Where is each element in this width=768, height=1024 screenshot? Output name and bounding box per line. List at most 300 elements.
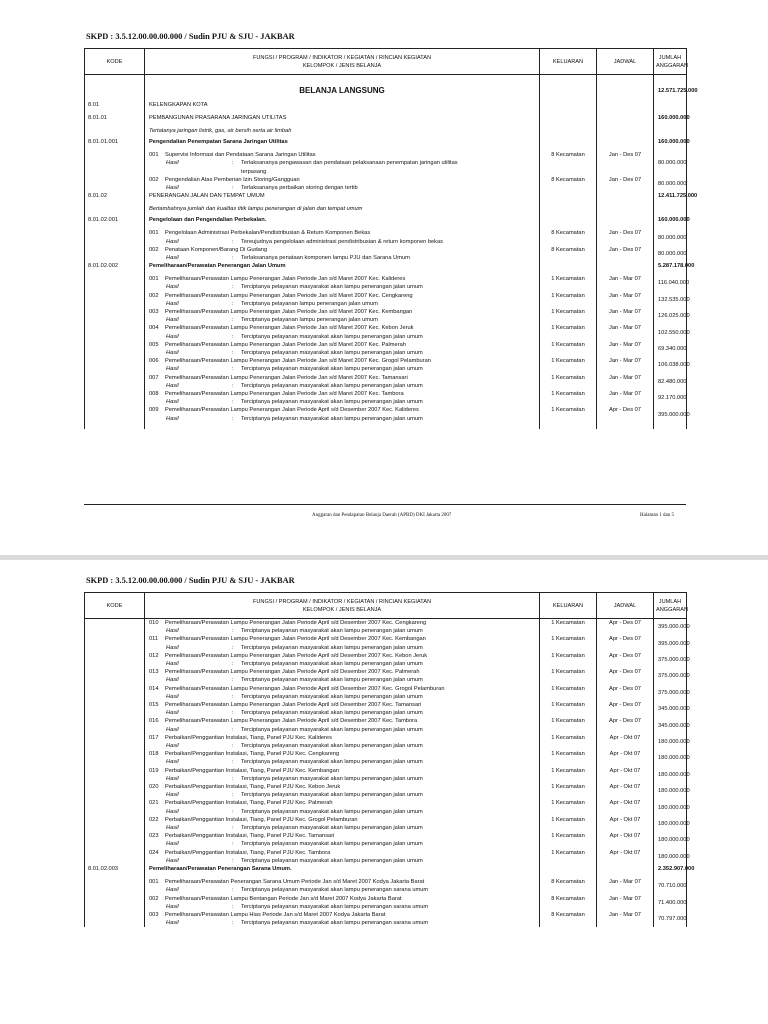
hasil-line [149,726,535,734]
hasil-line [149,676,535,684]
kode-cell [85,816,145,832]
item-number: 002 [149,895,159,902]
hasil-colon: : [232,857,234,864]
rincian-cell [145,849,540,865]
hasil-colon: : [232,726,234,733]
jadwal-cell: Jan - Mar 07 [597,275,654,291]
jadwal-cell: Apr - Des 07 [597,635,654,651]
rincian-cell [145,734,540,750]
kode-cell [85,799,145,815]
keluaran-cell: 8 Kecamatan [540,895,597,911]
item-number: 002 [149,292,159,299]
kode-cell [85,750,145,766]
amount-cell: 132.535.000 [654,292,687,308]
item-description: Perbaikan/Penggantian Instalasi, Tiang, Panel PJU Kec. Kebon Jeruk [165,784,341,791]
amount-cell: 345.000.000 [654,717,687,733]
amount-cell [654,101,687,114]
hasil-colon: : [232,677,234,684]
item-number: 007 [149,374,159,381]
table-row [85,390,687,406]
item-description: Pemeliharaan/Perawatan Lampu Penerangan Jalan Periode April s/d Desember 2007 Kec. Cengkareng [165,620,427,626]
hasil-label: Hasil [166,661,179,668]
hasil-line [149,644,535,652]
hasil-value: Terciptanya pelayanan masyarakat akan lampu penerangan jalan umum [241,350,423,357]
keluaran-cell: 1 Kecamatan [540,816,597,832]
rincian-cell [145,246,540,262]
hasil-colon: : [232,710,234,717]
item-description: Pemeliharaan/Perawatan Lampu Penerangan Jalan Periode April s/d Desember 2007 Kec. Kalideres [165,407,419,414]
keluaran-cell: 8 Kecamatan [540,878,597,894]
item-description: Pemeliharaan/Perawatan Lampu Penerangan Jalan Periode April s/d Desember 2007 Kec. Kebon Jeruk [165,652,428,659]
hasil-value: Terciptanya pelayanan masyarakat akan lampu penerangan jalan umum [241,825,423,832]
jadwal-cell: Apr - Okt 07 [597,849,654,865]
hasil-value: Tereujudnya pengelolaan administrasi pendistribusian & return komponen bekas [241,238,444,245]
budget-table-page-2 [84,592,695,927]
amount-cell: 71.400.000 [654,895,687,911]
keluaran-cell: 1 Kecamatan [540,783,597,799]
hasil-line [149,840,535,848]
item-description: Pemeliharaan/Perawatan Lampu Penerangan Jalan Periode April s/d Desember 2007 Kec. Palmerah [165,669,420,676]
hasil-value: Terciptanya pelayanan masyarakat akan lampu penerangan jalan umum [241,415,423,422]
item-number: 020 [149,784,159,791]
section-row [85,192,687,205]
hasil-line [149,316,535,324]
kode-cell [85,652,145,668]
jadwal-cell: Jan - Mar 07 [597,390,654,406]
hasil-line [149,791,535,799]
col-header-keluaran: KELUARAN [540,593,597,619]
col-header-jumlah [654,49,687,75]
amount-cell: 375.000.000 [654,668,687,684]
jadwal-cell: Apr - Okt 07 [597,816,654,832]
table-row [85,895,687,911]
hasil-colon: : [232,366,234,373]
hasil-label: Hasil [166,775,179,782]
jadwal-cell: Jan - Mar 07 [597,895,654,911]
hasil-value: Terlaksananya perbaikan storing dengan tertib [241,185,358,192]
keluaran-cell: 1 Kecamatan [540,635,597,651]
item-number: 004 [149,325,159,332]
item-description: Pemeliharaan/Perawatan Penerangan Sarana Umum Periode Jan s/d Maret 2007 Kodya Jakarta Barat [165,879,425,886]
hasil-value: Terciptanya pelayanan masyarakat akan lampu penerangan jalan umum [241,775,423,782]
hasil-colon: : [232,693,234,700]
jadwal-cell: Apr - Okt 07 [597,767,654,783]
title-row [85,81,687,101]
table-row [85,246,687,262]
item-description: Perbaikan/Penggantian Instalasi, Tiang, Panel PJU Kec. Palmerah [165,800,333,807]
hasil-value: Terciptanya pelayanan masyarakat akan lampu penerangan jalan umum [241,677,423,684]
keluaran-cell: 8 Kecamatan [540,911,597,927]
amount-cell: 180.000.000 [654,734,687,750]
skpd-header: SKPD : 3.5.12.00.00.00.000 / Sudin PJU & SJU - JAKBAR [86,32,295,41]
title-amount: 12.571.725.000 [654,81,687,101]
hasil-value: Terciptanya pelayanan masyarakat akan lampu penerangan jalan umum [241,661,423,668]
keluaran-cell: 1 Kecamatan [540,292,597,308]
item-number: 002 [149,246,159,253]
item-number: 023 [149,833,159,840]
hasil-label: Hasil [166,399,179,406]
indicator-text: Tertatanya jaringan listrik, gas, air bersih serta air limbah [145,127,540,138]
table-row [85,652,687,668]
keluaran-cell: 1 Kecamatan [540,275,597,291]
kode-cell [85,176,145,192]
hasil-colon: : [232,238,234,245]
hasil-label: Hasil [166,366,179,373]
hasil-label: Hasil [166,693,179,700]
hasil-line [149,238,535,246]
rincian-cell [145,668,540,684]
hasil-label: Hasil [166,255,179,262]
item-number: 014 [149,685,159,692]
hasil-line [149,159,535,167]
jadwal-cell: Apr - Des 07 [597,619,654,636]
skpd-header: SKPD : 3.5.12.00.00.00.000 / Sudin PJU & SJU - JAKBAR [86,576,295,585]
kode-cell [85,635,145,651]
item-description: Perbaikan/Penggantian Instalasi, Tiang, Panel PJU Kec. Cengkareng [165,751,340,758]
rincian-cell [145,750,540,766]
col-header-keluaran: KELUARAN [540,49,597,75]
jadwal-cell: Jan - Mar 07 [597,878,654,894]
hasil-value: Terciptanya pelayanan masyarakat akan lampu penerangan jalan umum [241,628,423,635]
indicator-row [85,205,687,216]
rincian-cell [145,895,540,911]
amount-cell: 80.000.000 [654,151,687,176]
amount-cell: 2.352.907.000 [654,865,687,878]
hasil-line [149,886,535,894]
jadwal-cell: Jan - Mar 07 [597,292,654,308]
section-title: Pengendalian Penempatan Sarana Jaringan Utilitas [145,138,540,151]
item-number: 024 [149,849,159,856]
amount-cell: 102.550.000 [654,324,687,340]
amount-cell: 375.000.000 [654,652,687,668]
kode-cell [85,357,145,373]
kode-cell [85,229,145,245]
kode-cell [85,911,145,927]
keluaran-cell: 1 Kecamatan [540,619,597,636]
indicator-row [85,127,687,138]
jadwal-cell: Apr - Okt 07 [597,832,654,848]
hasil-colon: : [232,775,234,782]
hasil-value: Terciptanya pelayanan masyarakat akan lampu penerangan sarana umum [241,920,429,927]
table-row [85,816,687,832]
hasil-line-cont [149,168,535,176]
kode-cell: 8.01 [85,101,145,114]
jadwal-cell: Jan - Des 07 [597,151,654,176]
hasil-label: Hasil [166,238,179,245]
keluaran-cell: 1 Kecamatan [540,685,597,701]
item-description: Pemeliharaan/Perawatan Lampu Penerangan Jalan Periode April s/d Desember 2007 Kec. Kembangan [165,636,426,643]
rincian-cell [145,619,540,636]
hasil-colon: : [232,661,234,668]
amount-cell: 180.000.000 [654,799,687,815]
kode-cell [85,685,145,701]
section-title: PENERANGAN JALAN DAN TEMPAT UMUM [145,192,540,205]
kode-cell [85,151,145,176]
hasil-value: Terciptanya pelayanan masyarakat akan lampu penerangan jalan umum [241,743,423,750]
amount-cell: 160.000.000 [654,216,687,229]
col-header-jumlah-line1: JUMLAH [658,54,682,61]
hasil-line [149,349,535,357]
item-number: 010 [149,620,159,626]
hasil-colon: : [232,333,234,340]
amount-cell: 180.000.000 [654,849,687,865]
col-header-fungsi [145,593,540,619]
section-row [85,114,687,127]
table-row [85,717,687,733]
table-row [85,832,687,848]
hasil-colon: : [232,628,234,635]
kode-cell: 8.01.02 [85,192,145,205]
hasil-label: Hasil [166,382,179,389]
item-description: Pemeliharaan/Perawatan Lampu Penerangan Jalan Periode Jan s/d Maret 2007 Kec. Kalideres [165,276,406,283]
amount-cell: 82.480.000 [654,374,687,390]
item-number: 012 [149,652,159,659]
amount-cell: 69.340.000 [654,341,687,357]
amount-cell: 116.040.000 [654,275,687,291]
jadwal-cell: Jan - Mar 07 [597,357,654,373]
col-header-fungsi [145,49,540,75]
keluaran-cell: 1 Kecamatan [540,406,597,422]
col-header-fungsi-line1: FUNGSI / PROGRAM / INDIKATOR / KEGIATAN / RINCIAN KEGIATAN [252,598,432,605]
section-row [85,865,687,878]
table-row [85,341,687,357]
rincian-cell [145,324,540,340]
section-title: PEMBANGUNAN PRASARANA JARINGAN UTILITAS [145,114,540,127]
kode-cell [85,783,145,799]
jadwal-cell: Apr - Des 07 [597,652,654,668]
hasil-label: Hasil [166,792,179,799]
table-row [85,849,687,865]
hasil-colon: : [232,644,234,651]
hasil-colon: : [232,284,234,291]
hasil-label: Hasil [166,300,179,307]
section-row [85,101,687,114]
hasil-line [149,300,535,308]
hasil-colon: : [232,743,234,750]
item-description: Perbaikan/Penggantian Instalasi, Tiang, Panel PJU Kec. Tamansari [165,833,335,840]
hasil-label: Hasil [166,333,179,340]
kode-cell: 8.01.01.001 [85,138,145,151]
hasil-label: Hasil [166,759,179,766]
item-description: Perbaikan/Penggantian Instalasi, Tiang, Panel PJU Kec. Kalideres [165,734,332,741]
table-row [85,635,687,651]
item-number: 001 [149,152,159,159]
rincian-cell [145,292,540,308]
keluaran-cell: 1 Kecamatan [540,324,597,340]
item-description: Pemeliharaan/Perawatan Lampu Penerangan Jalan Periode Jan s/d Maret 2007 Kec. Kembangan [165,309,413,316]
jadwal-cell: Jan - Mar 07 [597,374,654,390]
amount-cell: 12.411.725.000 [654,192,687,205]
table-row [85,783,687,799]
hasil-line [149,415,535,423]
table-row [85,701,687,717]
jadwal-cell: Apr - Des 07 [597,701,654,717]
hasil-value: Terciptanya pelayanan masyarakat akan lampu penerangan sarana umum [241,887,429,894]
table-row [85,750,687,766]
hasil-colon: : [232,808,234,815]
jadwal-cell: Apr - Des 07 [597,406,654,422]
table-row [85,229,687,245]
keluaran-cell: 1 Kecamatan [540,832,597,848]
hasil-label: Hasil [166,920,179,927]
rincian-cell [145,390,540,406]
keluaran-cell: 1 Kecamatan [540,390,597,406]
jadwal-cell: Apr - Des 07 [597,685,654,701]
kode-cell: 8.01.02.002 [85,262,145,275]
item-description: Perbaikan/Penggantian Instalasi, Tiang, Panel PJU Kec. Grogol Pelamburan [165,816,358,823]
amount-cell: 375.000.000 [654,685,687,701]
hasil-label: Hasil [166,644,179,651]
item-number: 022 [149,816,159,823]
hasil-colon: : [232,841,234,848]
amount-cell: 180.000.000 [654,750,687,766]
rincian-cell [145,816,540,832]
hasil-label: Hasil [166,677,179,684]
col-header-jadwal: JADWAL [597,593,654,619]
jadwal-cell: Jan - Mar 07 [597,911,654,927]
hasil-value: Terciptanya pelayanan lampu penerangan jalan umum [241,317,378,324]
kode-cell: 8.01.02.003 [85,865,145,878]
item-number: 015 [149,702,159,709]
page-number: Halaman 1 dan 5 [640,513,675,518]
item-number: 001 [149,230,159,237]
item-number: 017 [149,734,159,741]
kode-cell: 8.01.01 [85,114,145,127]
hasil-value: Terciptanya pelayanan lampu penerangan jalan umum [241,300,378,307]
rincian-cell [145,374,540,390]
kode-cell [85,668,145,684]
keluaran-cell: 1 Kecamatan [540,668,597,684]
hasil-label: Hasil [166,808,179,815]
hasil-colon: : [232,350,234,357]
table-row [85,357,687,373]
kode-cell [85,308,145,324]
jadwal-cell: Apr - Okt 07 [597,783,654,799]
amount-cell: 70.710.000 [654,878,687,894]
table-row [85,374,687,390]
jadwal-cell: Jan - Mar 07 [597,324,654,340]
col-header-jumlah-line2: ANGGARAN [656,606,689,613]
hasil-label: Hasil [166,350,179,357]
hasil-line [149,660,535,668]
hasil-colon: : [232,399,234,406]
kode-cell [85,734,145,750]
item-number: 009 [149,407,159,414]
kode-cell [85,275,145,291]
col-header-jumlah-line2: ANGGARAN [656,62,689,69]
budget-table-page-1 [84,48,698,429]
amount-cell: 395.000.000 [654,619,687,636]
rincian-cell [145,783,540,799]
hasil-value: Terlaksananya penataan komponen lampu PJU dan Sarana Umum [241,255,410,262]
hasil-label: Hasil [166,160,179,167]
item-description: Pengelolaan Administrasi Perbekalan/Pendistribusian & Return Komponen Bekas [165,230,371,237]
amount-cell: 80.000.000 [654,229,687,245]
kode-cell [85,374,145,390]
section-title: Pemeliharaan/Perawatan Penerangan Sarana Umum. [145,865,540,878]
rincian-cell [145,701,540,717]
amount-cell: 126.025.000 [654,308,687,324]
kode-cell [85,701,145,717]
table-row [85,911,687,927]
hasil-line [149,824,535,832]
hasil-value-cont: terpasang [241,168,267,175]
item-description: Pengendalian Atas Pemberian Izin Storing/Gangguan [165,176,300,183]
kode-cell [85,878,145,894]
hasil-line [149,742,535,750]
keluaran-cell: 1 Kecamatan [540,767,597,783]
keluaran-cell: 8 Kecamatan [540,176,597,192]
hasil-value: Terciptanya pelayanan masyarakat akan lampu penerangan sarana umum [241,903,429,910]
jadwal-cell: Apr - Okt 07 [597,750,654,766]
hasil-value: Terlaksananya pengawasan dan pendataan pelaksanaan penempatan jaringan utilitas [241,160,458,167]
rincian-cell [145,767,540,783]
kode-cell [85,341,145,357]
keluaran-cell: 8 Kecamatan [540,229,597,245]
hasil-value: Terciptanya pelayanan masyarakat akan lampu penerangan jalan umum [241,857,423,864]
table-row [85,275,687,291]
hasil-line [149,919,535,927]
hasil-label: Hasil [166,415,179,422]
keluaran-cell: 1 Kecamatan [540,341,597,357]
item-number: 021 [149,800,159,807]
keluaran-cell: 1 Kecamatan [540,799,597,815]
hasil-colon: : [232,255,234,262]
hasil-colon: : [232,792,234,799]
section-title: Pemeliharaan/Perawatan Penerangan Jalan Umum [145,262,540,275]
item-number: 011 [149,636,159,643]
kode-cell [85,292,145,308]
kode-cell [85,324,145,340]
item-description: Pemeliharaan/Perawatan Lampu Hias Periode Jan s/d Maret 2007 Kodya Jakarta Barat [165,911,386,918]
item-number: 001 [149,276,159,283]
amount-cell: 180.000.000 [654,783,687,799]
hasil-value: Terciptanya pelayanan masyarakat akan lampu penerangan jalan umum [241,284,423,291]
section-title: Pengelolaan dan Pengendalian Perbekalan. [145,216,540,229]
rincian-cell [145,308,540,324]
table-row [85,151,687,176]
item-number: 008 [149,391,159,398]
hasil-line [149,365,535,373]
indicator-text: Bertambahnya jumlah dan kualitas titik lampu penerangan di jalan dan tempat umum [145,205,540,216]
hasil-label: Hasil [166,857,179,864]
kode-cell [85,895,145,911]
kode-cell [85,246,145,262]
rincian-cell [145,176,540,192]
section-title: KELENGKAPAN KOTA [145,101,540,114]
hasil-value: Terciptanya pelayanan masyarakat akan lampu penerangan jalan umum [241,366,423,373]
rincian-cell [145,341,540,357]
hasil-line [149,283,535,291]
item-number: 003 [149,911,159,918]
keluaran-cell: 1 Kecamatan [540,374,597,390]
amount-cell: 5.287.178.000 [654,262,687,275]
item-description: Pemeliharaan/Perawatan Lampu Penerangan Jalan Periode April s/d Desember 2007 Kec. Grogol Pelamburan [165,685,445,692]
item-description: Pemeliharaan/Perawatan Lampu Penerangan Jalan Periode Jan s/d Maret 2007 Kec. Palmerah [165,341,406,348]
hasil-label: Hasil [166,743,179,750]
hasil-label: Hasil [166,726,179,733]
item-number: 006 [149,358,159,365]
hasil-colon: : [232,185,234,192]
item-description: Pemeliharaan/Perawatan Lampu Bentangan Periode Jan s/d Maret 2007 Kodya Jakarta Barat [165,895,402,902]
hasil-label: Hasil [166,317,179,324]
hasil-label: Hasil [166,825,179,832]
hasil-label: Hasil [166,710,179,717]
col-header-fungsi-line2: KELOMPOK / JENIS BELANJA [302,62,382,69]
hasil-colon: : [232,300,234,307]
jadwal-cell: Jan - Mar 07 [597,341,654,357]
amount-cell: 70.797.000 [654,911,687,927]
